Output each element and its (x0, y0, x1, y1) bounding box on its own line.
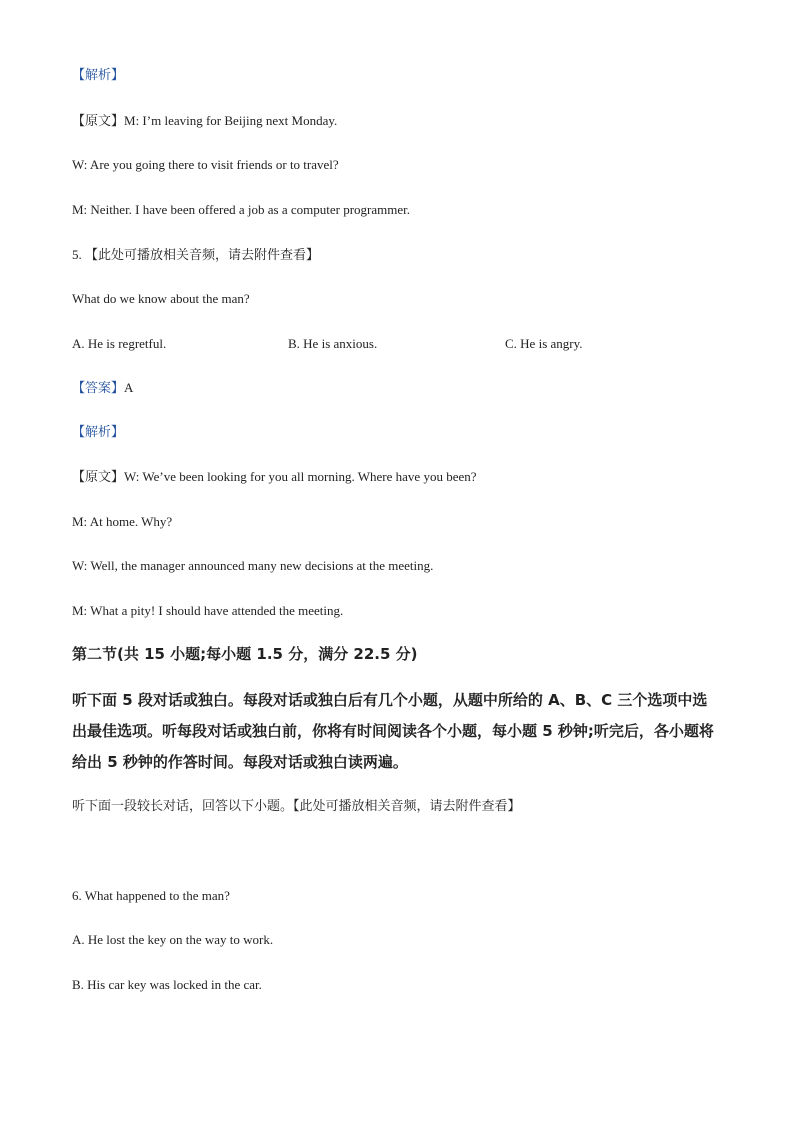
question-number: 5. (72, 247, 82, 262)
dialogue-line: W: Are you going there to visit friends or to travel? (72, 157, 339, 172)
answer-line (72, 379, 133, 398)
original-text-line (72, 468, 477, 487)
question-5-text: What do we know about the man? (72, 291, 250, 306)
section-instructions: 听下面 5 段对话或独白。每段对话或独白后有几个小题，从题中所给的 A、B、C 三个选项中选出最佳选项。听每段对话或独白前，你将有时间阅读各个小题，每小题 5 秒钟;听完后，各小题将给出 5 秒钟的作答时间。每段对话或独白读两遍。 (72, 691, 714, 771)
dialogue-line: M: Neither. I have been offered a job as a computer programmer. (72, 202, 410, 217)
dialogue-line: M: I’m leaving for Beijing next Monday. (124, 113, 338, 128)
analysis-tag: 【解析】 (72, 425, 125, 440)
dialogue-line: M: At home. Why? (72, 514, 173, 529)
option-b: B. His car key was locked in the car. (72, 977, 262, 992)
answer-tag: 【答案】 (72, 381, 125, 396)
option-a: A. He is regretful. (72, 336, 167, 351)
option-b: B. He is anxious. (288, 336, 378, 351)
question-6-text: 6. What happened to the man? (72, 888, 230, 903)
dialogue-line: M: What a pity! I should have attended the meeting. (72, 603, 344, 618)
dialogue-line: W: We’ve been looking for you all morning. Where have you been? (124, 469, 477, 484)
audio-note: 【此处可播放相关音频，请去附件查看】 (85, 248, 320, 263)
original-tag: 【原文】 (72, 114, 125, 129)
original-tag: 【原文】 (72, 470, 125, 485)
original-text-line (72, 112, 337, 131)
question-5-header (72, 246, 319, 265)
section-heading: 第二节(共 15 小题;每小题 1.5 分，满分 22.5 分) (72, 645, 418, 663)
analysis-tag: 【解析】 (72, 68, 125, 83)
answer-value: A (124, 380, 134, 395)
dialogue-line: W: Well, the manager announced many new decisions at the meeting. (72, 558, 434, 573)
listen-note: 听下面一段较长对话，回答以下小题。【此处可播放相关音频，请去附件查看】 (72, 799, 521, 814)
option-c: C. He is angry. (505, 336, 583, 351)
option-a: A. He lost the key on the way to work. (72, 932, 274, 947)
